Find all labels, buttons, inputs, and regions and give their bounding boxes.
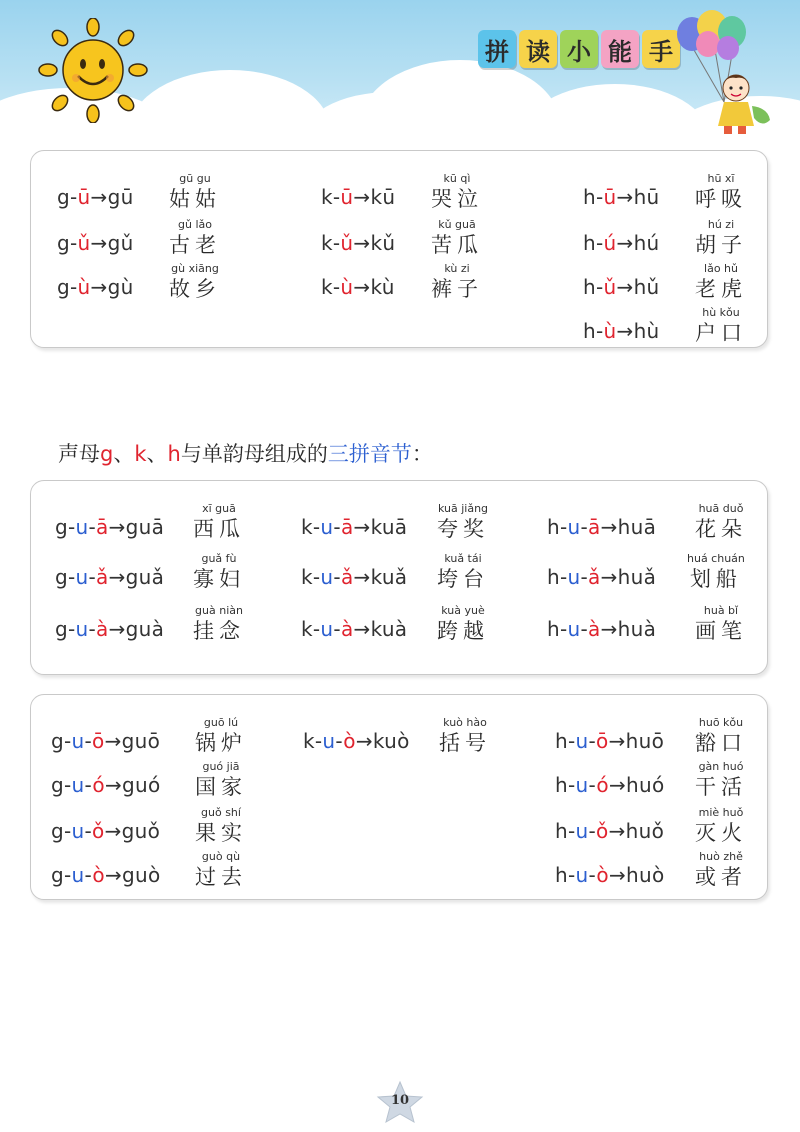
syllable-item [547,547,765,593]
spelling-formula: h-u-à→huà [547,617,657,641]
example-word: gù xiāng 故乡 [169,262,221,301]
panel-uo-syllables [30,694,768,900]
example-word: lǎo hǔ 老虎 [695,262,747,301]
syllable-item [51,755,291,801]
spelling-formula: g-ù→gù [57,275,134,299]
title-char: 读 [519,30,557,68]
spelling-formula: g-u-ó→guó [51,773,161,797]
syllable-item [547,599,765,645]
spelling-formula: k-ū→kū [321,185,396,209]
section-heading: 声母g、k、h与单韵母组成的三拼音节： [58,442,433,466]
syllable-item [51,845,291,891]
spelling-formula: g-u-ǎ→guǎ [55,565,165,589]
syllable-item [321,213,561,259]
balloon-girl-illustration [672,10,782,138]
spelling-formula: h-u-ò→huò [555,863,665,887]
example-word: hū xī 呼吸 [695,172,747,211]
spelling-formula: k-u-ò→kuò [303,729,410,753]
example-word: guò qù 过去 [195,850,247,889]
syllable-item [51,801,291,847]
syllable-item [301,599,541,645]
syllable-item [555,755,765,801]
page-number-badge [372,1080,428,1124]
syllable-item [57,167,297,213]
spelling-formula: h-u-ǒ→huǒ [555,819,665,843]
example-word: xī guā 西瓜 [193,502,245,541]
syllable-item [583,257,763,303]
example-word: kuǎ tái 垮台 [437,552,489,591]
page-number: 10 [390,1093,410,1108]
panel-single-finals [30,150,768,348]
syllable-item [55,599,295,645]
example-word: guó jiā 国家 [195,760,247,799]
spelling-formula: g-u-ō→guō [51,729,161,753]
spelling-formula: k-u-ā→kuā [301,515,408,539]
title-char: 能 [601,30,639,68]
spelling-formula: h-ǔ→hǔ [583,275,660,299]
example-word: huá chuán 划船 [687,552,745,591]
syllable-item [321,257,561,303]
syllable-item [55,497,295,543]
example-word: huō kǒu 豁口 [695,716,747,755]
syllable-item [51,711,291,757]
example-word: kù zi 裤子 [431,262,483,301]
example-word: huò zhě 或者 [695,850,747,889]
syllable-item [57,257,297,303]
example-word: huà bǐ 画笔 [695,604,747,643]
spelling-formula: g-u-ǒ→guǒ [51,819,161,843]
syllable-item [301,497,541,543]
spelling-formula: k-ù→kù [321,275,395,299]
example-word: guǒ shí 果实 [195,806,247,845]
syllable-item [555,711,765,757]
syllable-item [555,845,765,891]
title-char: 拼 [478,30,516,68]
syllable-item [55,547,295,593]
example-word: hú zi 胡子 [695,218,747,257]
spelling-formula: h-ú→hú [583,231,660,255]
spelling-formula: k-u-à→kuà [301,617,408,641]
example-word: kuò hào 括号 [439,716,491,755]
syllable-item [303,711,543,757]
syllable-item [583,167,763,213]
spelling-formula: h-u-ǎ→huǎ [547,565,657,589]
spelling-formula: h-ū→hū [583,185,660,209]
spelling-formula: g-ǔ→gǔ [57,231,134,255]
example-word: guǎ fù 寡妇 [193,552,245,591]
example-word: hù kǒu 户口 [695,306,747,345]
title-char: 手 [642,30,680,68]
spelling-formula: g-u-à→guà [55,617,165,641]
example-word: huā duǒ 花朵 [695,502,747,541]
page-title [478,30,680,70]
example-word: miè huǒ 灭火 [695,806,747,845]
example-word: gǔ lǎo 古老 [169,218,221,257]
title-char: 小 [560,30,598,68]
spelling-formula: h-u-ā→huā [547,515,657,539]
spelling-formula: g-u-ā→guā [55,515,165,539]
spelling-formula: g-u-ò→guò [51,863,161,887]
syllable-item [321,167,561,213]
syllable-item [555,801,765,847]
example-word: kuà yuè 跨越 [437,604,489,643]
spelling-formula: h-u-ó→huó [555,773,665,797]
spelling-formula: h-u-ō→huō [555,729,665,753]
syllable-item [57,213,297,259]
spelling-formula: h-ù→hù [583,319,660,343]
syllable-item [583,301,763,347]
panel-ua-syllables [30,480,768,675]
spelling-formula: k-u-ǎ→kuǎ [301,565,408,589]
syllable-item [547,497,765,543]
example-word: kū qì 哭泣 [431,172,483,211]
syllable-item [583,213,763,259]
sun-icon [38,18,148,123]
spelling-formula: g-ū→gū [57,185,134,209]
example-word: gū gu 姑姑 [169,172,221,211]
example-word: guà niàn 挂念 [193,604,245,643]
example-word: kǔ guā 苦瓜 [431,218,483,257]
syllable-item [301,547,541,593]
example-word: guō lú 锅炉 [195,716,247,755]
spelling-formula: k-ǔ→kǔ [321,231,396,255]
example-word: gàn huó 干活 [695,760,747,799]
example-word: kuā jiǎng 夸奖 [437,502,489,541]
